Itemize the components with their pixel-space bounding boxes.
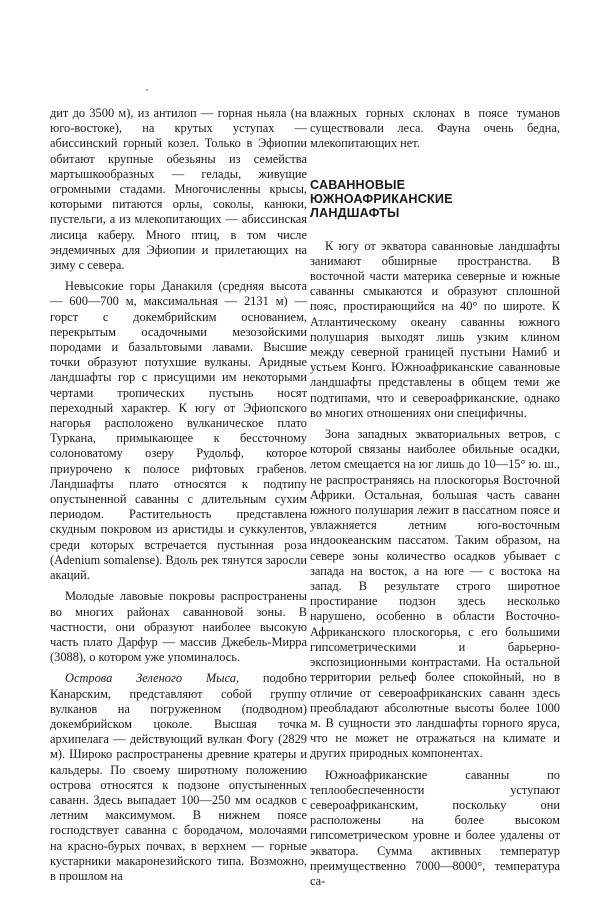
paragraph-danakil: Невысокие горы Данакиля (средняя высота — 600—700 м, максимальная — 2131 м) — горст с докембрийским основанием, перекрытым осадочными мезозойскими породами и базальтовыми лавами. Высшие точки образуют потухшие вулканы. Аридные ландшафты гор с присущими им некоторыми чертами тропических пустынь носят переходный характер. К югу от Эфиопского нагорья расположено вулканическое плато Турканa, примыкающее к бессточному солоноватому озеру Рудольф, которое приурочено к полосе рифтовых грабенов. Ландшафты плато относятся к подтипу опустыненной саванны с длительным сухим периодом. Растительность представлена скудным покровом из аристиды и суккулентов, среди которых встречается пустынная роза (Adenium somalense). Вдоль рек тянутся заросли акаций. (50, 279, 307, 583)
paragraph-south-savannas: К югу от экватора саванновые ландшафты занимают обширные пространства. В восточной части материка северные и южные саванны смыкаются и образуют сплошной пояс, простирающийся на 40° по широте. К Атлантическому океану саванны южного полушария выходят лишь узким клином между северной границей пустыни Намиб и устьем Конго. Южноафриканские саванновые ландшафты представлены в общем теми же подтипами, что и североафриканские, однако во многих отношениях они специфичны. (310, 238, 560, 420)
paragraph-cape-verde (50, 671, 307, 884)
section-heading (310, 178, 560, 220)
paragraph-ethiopia-fauna: дит до 3500 м), из антилоп — горная ньяла (на юго-востоке), на крутых уступах — абиссинский горный козел. Только в Эфиопии обитают крупные обезьяны из семейства мартышкообразных — гелады, живущие огромными стадами. Многочисленны крысы, которыми питаются орлы, соколы, канюки, пустельги, а из млекопитающих — абиссинская лисица каберу. Много птиц, в том числе эндемичных для Эфиопии и прилетающих на зиму с севера. (50, 106, 307, 273)
heading-line-1: САВАННОВЫЕ (310, 177, 406, 192)
paragraph-western-winds: Зона западных экваториальных ветров, с которой связаны наиболее обильные осадки, летом смещается на юг лишь до 10—15° ю. ш., не распространяясь на плоскогорья Восточной Африки. Остальная, большая часть саванн южного полушария лежит в пассатном поясе и увлажняется летним юго-восточным индоокеанским пассатом. Таким образом, на севере зоны количество осадков убывает с запада на восток, а на юге — с востока на запад. В результате строго широтное простирание подзон здесь несколько нарушено, особенно в области Восточно-Африканского плоскогорья, с его большими гипсометрическими и барьерно-экспозиционными контрастами. На остальной территории рельеф более спокойный, но в отличие от североафриканских саванн здесь преобладают абсолютные высоты более 1000 м. В сущности это ландшафты горного яруса, что не может не отражаться на климате и других природных компонентах. (310, 427, 560, 761)
cape-verde-text: подобно Канарским, представляют собой группу вулканов на погруженном (подводном) докембрийском цоколе. Высшая точка архипелага — действующий вулкан Фогу (2829 м). Широко распространены древние кратеры и кальдеры. По своему широтному положению острова относятся к подзоне опустыненных саванн. Здесь выпадает 100—250 мм осадков с летним максимумом. В нижнем поясе господствует саванна с бородачом, молочаями на красно-бурых почвах, в верхнем — горные кустарники макаронезийского типа. Возможно, в прошлом на (50, 671, 307, 883)
paragraph-heat-supply: Южноафриканские саванны по теплообеспеченности уступают североафриканским, поскольку они расположены на более высоком гипсометрическом уровне и более удалены от экватора. Сумма активных температур преимущественно 7000—8000°, температура са- (310, 767, 560, 888)
paragraph-fog-forests: влажных горных склонах в поясе туманов существовали леса. Фауна очень бедна, млекопитающих нет. (310, 106, 560, 151)
right-column (310, 106, 560, 895)
cape-verde-term: Острова Зеленого Мыса, (65, 671, 240, 686)
heading-line-3: ЛАНДШАФТЫ (310, 205, 400, 220)
scan-speck (146, 89, 148, 91)
heading-line-2: ЮЖНОАФРИКАНСКИЕ (310, 191, 453, 206)
left-column (50, 106, 307, 890)
paragraph-lava: Молодые лавовые покровы распространены во многих районах саванновой зоны. В частности, они образуют наиболее высокую часть плато Дарфур — массив Джебель-Мирра (3088), о котором уже упоминалось. (50, 589, 307, 665)
